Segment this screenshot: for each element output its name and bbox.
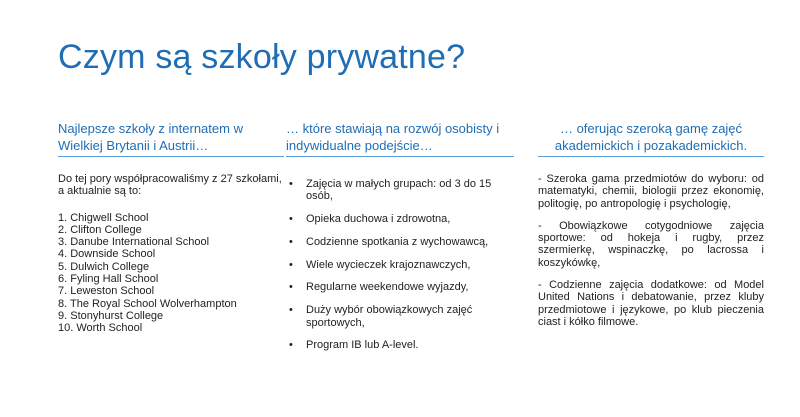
feature-item	[286, 259, 514, 271]
school-item: 10. Worth School	[58, 322, 143, 335]
feature-item	[286, 281, 514, 293]
column-body-schools	[58, 173, 284, 335]
column-activities	[538, 120, 764, 338]
school-item: 7. Leweston School	[58, 285, 155, 298]
column-header-features: … które stawiają na rozwój osobisty i indywidualne podejście…	[286, 120, 514, 157]
school-item: 8. The Royal School Wolverhampton	[58, 297, 237, 310]
bullet-icon: •	[289, 235, 293, 248]
school-item: 4. Downside School	[58, 248, 156, 261]
column-body-activities	[538, 173, 764, 328]
bullet-icon: •	[289, 281, 293, 294]
feature-item	[286, 339, 514, 351]
activity-paragraph: - Obowiązkowe cotygodniowe zajęcia sportowe: od hokeja i rugby, przez szermierkę, wspinaczkę, po lacrossa i koszykówkę,	[538, 219, 764, 269]
bullet-icon: •	[289, 258, 293, 271]
school-item: 6. Fyling Hall School	[58, 273, 159, 286]
school-item: 3. Danube International School	[58, 236, 210, 249]
school-item: 1. Chigwell School	[58, 211, 149, 224]
feature-text: Wiele wycieczek krajoznawczych,	[306, 258, 471, 271]
slide-title: Czym są szkoły prywatne?	[58, 38, 466, 76]
activity-paragraph: - Szeroka gama przedmiotów do wyboru: od matematyki, chemii, biologii przez ekonomię, politogię, po antropologię i psychologię,	[538, 173, 764, 210]
features-list	[286, 178, 514, 352]
column-header-schools: Najlepsze szkoły z internatem w Wielkiej Brytanii i Austrii…	[58, 120, 284, 157]
feature-text: Duży wybór obowiązkowych zajęć sportowych,	[306, 304, 473, 329]
schools-intro: Do tej pory współpracowaliśmy z 27 szkołami, a aktualnie są to:	[58, 173, 282, 198]
activity-paragraph: - Codzienne zajęcia dodatkowe: od Model United Nations i debatowanie, przez kluby przedmiotowe i językowe, po klub pieczenia ciast i kółko filmowe.	[538, 279, 764, 328]
column-body-features	[286, 178, 514, 352]
column-schools	[58, 120, 284, 335]
feature-item	[286, 236, 514, 248]
school-item: 5. Dulwich College	[58, 260, 150, 273]
school-item: 2. Clifton College	[58, 223, 142, 236]
feature-text: Opieka duchowa i zdrowotna,	[306, 213, 451, 226]
feature-text: Regularne weekendowe wyjazdy,	[306, 281, 469, 294]
feature-text: Codzienne spotkania z wychowawcą,	[306, 235, 489, 248]
column-features	[286, 120, 514, 362]
bullet-icon: •	[289, 339, 293, 352]
feature-item	[286, 213, 514, 225]
feature-item	[286, 304, 514, 329]
bullet-icon: •	[289, 178, 293, 190]
bullet-icon: •	[289, 213, 293, 226]
school-item: 9. Stonyhurst College	[58, 309, 164, 322]
schools-list	[58, 212, 284, 335]
feature-text: Program IB lub A-level.	[306, 339, 419, 352]
bullet-icon: •	[289, 304, 293, 317]
column-header-activities: … oferując szeroką gamę zajęć akademickich i pozakademickich.	[538, 120, 764, 157]
feature-item	[286, 178, 514, 203]
feature-text: Zajęcia w małych grupach: od 3 do 15 osób,	[306, 178, 492, 203]
